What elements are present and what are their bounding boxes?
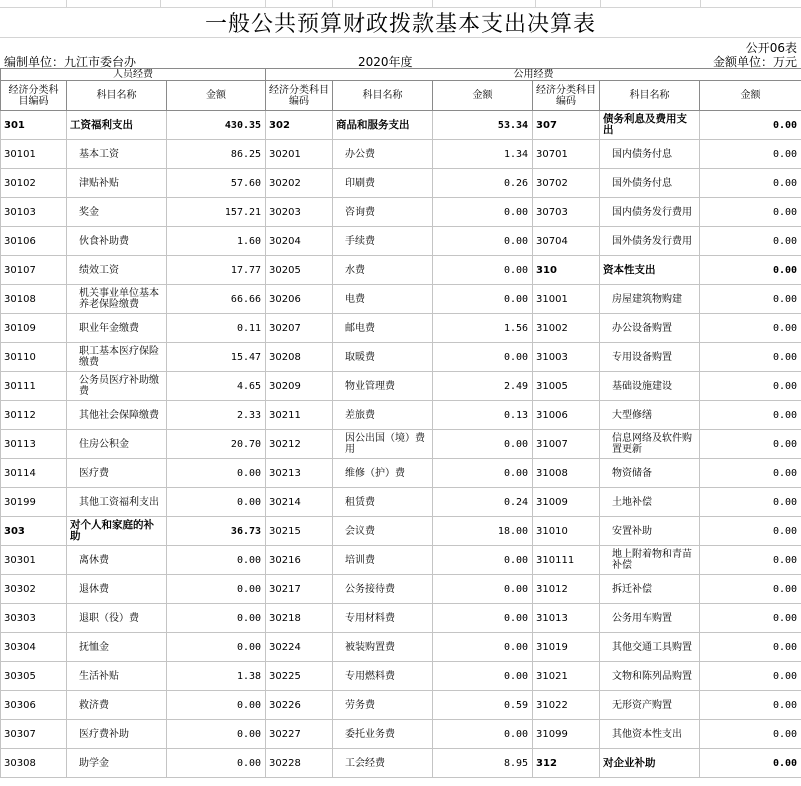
cell-code: 302 [266,111,333,140]
cell-name: 国内债务付息 [600,140,700,169]
cell-amount: 0.00 [700,314,801,343]
cell-amount: 0.00 [700,720,801,749]
cell-amount: 0.00 [433,285,533,314]
cell-name: 伙食补助费 [67,227,167,256]
cell-amount: 0.00 [433,546,533,575]
form-number: 公开06表 [745,41,797,55]
col-code: 经济分类科目编码 [1,81,67,111]
cell-amount: 430.35 [167,111,266,140]
cell-code: 301 [1,111,67,140]
cell-name: 委托业务费 [333,720,433,749]
cell-amount: 53.34 [433,111,533,140]
cell-amount: 1.60 [167,227,266,256]
cell-name: 其他资本性支出 [600,720,700,749]
col-amount: 金额 [700,81,801,111]
cell-code: 303 [1,517,67,546]
cell-amount: 0.00 [700,517,801,546]
cell-amount: 20.70 [167,430,266,459]
year-label: 2020年度 [358,55,413,69]
cell-code: 30208 [266,343,333,372]
cell-amount: 0.00 [433,227,533,256]
cell-code: 30217 [266,575,333,604]
table-row [1,140,801,169]
cell-name: 工资福利支出 [67,111,167,140]
top-grid-strip [0,0,801,8]
cell-amount: 2.49 [433,372,533,401]
cell-amount: 0.00 [167,459,266,488]
cell-name: 工会经费 [333,749,433,778]
cell-amount: 18.00 [433,517,533,546]
cell-amount: 4.65 [167,372,266,401]
cell-amount: 0.00 [700,488,801,517]
cell-amount: 0.00 [167,546,266,575]
cell-code: 30228 [266,749,333,778]
cell-code: 30207 [266,314,333,343]
cell-amount: 157.21 [167,198,266,227]
cell-amount: 0.00 [433,459,533,488]
unit-label: 金额单位：万元 [712,55,797,69]
cell-amount: 0.00 [167,749,266,778]
cell-code: 31012 [533,575,600,604]
cell-code: 30107 [1,256,67,285]
cell-name: 手续费 [333,227,433,256]
cell-amount: 86.25 [167,140,266,169]
cell-code: 30201 [266,140,333,169]
cell-name: 基本工资 [67,140,167,169]
cell-name: 专用燃料费 [333,662,433,691]
cell-amount: 0.26 [433,169,533,198]
table-row [1,372,801,401]
table-row [1,227,801,256]
table-row [1,256,801,285]
cell-code: 30199 [1,488,67,517]
cell-amount: 1.56 [433,314,533,343]
cell-name: 基础设施建设 [600,372,700,401]
cell-code: 30203 [266,198,333,227]
cell-name: 公务员医疗补助缴费 [67,372,167,401]
cell-code: 30214 [266,488,333,517]
cell-name: 维修（护）费 [333,459,433,488]
table-row [1,604,801,633]
cell-code: 30101 [1,140,67,169]
cell-amount: 0.00 [700,343,801,372]
cell-code: 30308 [1,749,67,778]
cell-code: 30209 [266,372,333,401]
cell-name: 生活补贴 [67,662,167,691]
cell-amount: 0.00 [700,372,801,401]
cell-amount: 66.66 [167,285,266,314]
cell-code: 30103 [1,198,67,227]
cell-name: 办公设备购置 [600,314,700,343]
cell-name: 租赁费 [333,488,433,517]
cell-code: 31022 [533,691,600,720]
cell-code: 30212 [266,430,333,459]
table-row [1,459,801,488]
cell-name: 绩效工资 [67,256,167,285]
cell-amount: 15.47 [167,343,266,372]
cell-name: 拆迁补偿 [600,575,700,604]
cell-amount: 0.00 [700,140,801,169]
cell-code: 312 [533,749,600,778]
cell-name: 房屋建筑物购建 [600,285,700,314]
cell-amount: 0.00 [700,575,801,604]
cell-name: 退职（役）费 [67,604,167,633]
cell-code: 30302 [1,575,67,604]
form-number-row [0,38,801,55]
cell-code: 30109 [1,314,67,343]
cell-amount: 1.34 [433,140,533,169]
cell-code: 30202 [266,169,333,198]
cell-code: 30111 [1,372,67,401]
cell-amount: 0.00 [433,343,533,372]
cell-name: 水费 [333,256,433,285]
cell-code: 30204 [266,227,333,256]
cell-code: 31013 [533,604,600,633]
cell-code: 30218 [266,604,333,633]
cell-code: 30108 [1,285,67,314]
cell-code: 31003 [533,343,600,372]
cell-name: 电费 [333,285,433,314]
table-row [1,111,801,140]
cell-amount: 0.00 [433,198,533,227]
cell-name: 其他交通工具购置 [600,633,700,662]
cell-name: 医疗费 [67,459,167,488]
cell-code: 30225 [266,662,333,691]
cell-name: 物业管理费 [333,372,433,401]
table-row [1,633,801,662]
cell-name: 劳务费 [333,691,433,720]
table-row [1,691,801,720]
cell-name: 物资储备 [600,459,700,488]
cell-code: 31021 [533,662,600,691]
group-personnel: 人员经费 [1,69,266,81]
cell-amount: 0.00 [433,575,533,604]
table-row [1,343,801,372]
cell-code: 30224 [266,633,333,662]
cell-amount: 0.00 [700,401,801,430]
table-row [1,430,801,459]
cell-name: 债务利息及费用支出 [600,111,700,140]
cell-name: 文物和陈列品购置 [600,662,700,691]
info-row [0,52,801,68]
cell-name: 机关事业单位基本养老保险缴费 [67,285,167,314]
cell-name: 救济费 [67,691,167,720]
cell-code: 31006 [533,401,600,430]
cell-name: 国内债务发行费用 [600,198,700,227]
cell-code: 30227 [266,720,333,749]
cell-code: 310111 [533,546,600,575]
cell-amount: 0.00 [700,198,801,227]
table-row [1,169,801,198]
cell-code: 30211 [266,401,333,430]
cell-amount: 0.00 [433,430,533,459]
cell-name: 国外债务发行费用 [600,227,700,256]
col-amount: 金额 [167,81,266,111]
expenditure-table [0,68,801,778]
cell-code: 30106 [1,227,67,256]
cell-amount: 0.11 [167,314,266,343]
cell-amount: 0.00 [700,227,801,256]
cell-name: 邮电费 [333,314,433,343]
col-name: 科目名称 [600,81,700,111]
cell-amount: 0.13 [433,401,533,430]
cell-amount: 0.00 [700,691,801,720]
cell-code: 30114 [1,459,67,488]
cell-name: 地上附着物和青苗补偿 [600,546,700,575]
cell-name: 安置补助 [600,517,700,546]
cell-code: 30701 [533,140,600,169]
cell-name: 取暖费 [333,343,433,372]
cell-amount: 0.00 [167,633,266,662]
cell-name: 对个人和家庭的补助 [67,517,167,546]
cell-name: 会议费 [333,517,433,546]
cell-name: 咨询费 [333,198,433,227]
cell-name: 资本性支出 [600,256,700,285]
cell-code: 31002 [533,314,600,343]
cell-name: 抚恤金 [67,633,167,662]
cell-name: 离休费 [67,546,167,575]
cell-code: 30303 [1,604,67,633]
cell-name: 差旅费 [333,401,433,430]
title-bar [0,8,801,38]
cell-amount: 0.00 [167,691,266,720]
cell-amount: 0.00 [167,488,266,517]
cell-code: 31008 [533,459,600,488]
cell-amount: 1.38 [167,662,266,691]
table-row [1,575,801,604]
cell-amount: 0.00 [700,169,801,198]
cell-code: 30702 [533,169,600,198]
cell-name: 医疗费补助 [67,720,167,749]
cell-name: 公务用车购置 [600,604,700,633]
cell-code: 30216 [266,546,333,575]
cell-name: 其他工资福利支出 [67,488,167,517]
cell-name: 土地补偿 [600,488,700,517]
cell-code: 31001 [533,285,600,314]
table-row [1,546,801,575]
table-row [1,662,801,691]
cell-code: 31009 [533,488,600,517]
cell-code: 30703 [533,198,600,227]
col-code: 经济分类科目编码 [533,81,600,111]
cell-amount: 0.00 [433,256,533,285]
cell-name: 职工基本医疗保险缴费 [67,343,167,372]
cell-name: 退休费 [67,575,167,604]
cell-code: 30304 [1,633,67,662]
cell-name: 培训费 [333,546,433,575]
cell-name: 被装购置费 [333,633,433,662]
table-row [1,749,801,778]
cell-amount: 0.00 [700,662,801,691]
cell-name: 住房公积金 [67,430,167,459]
cell-amount: 0.00 [700,546,801,575]
table-row [1,285,801,314]
cell-amount: 0.00 [433,633,533,662]
cell-code: 307 [533,111,600,140]
cell-name: 大型修缮 [600,401,700,430]
cell-name: 奖金 [67,198,167,227]
cell-name: 信息网络及软件购置更新 [600,430,700,459]
cell-name: 助学金 [67,749,167,778]
cell-code: 30102 [1,169,67,198]
col-amount: 金额 [433,81,533,111]
cell-amount: 2.33 [167,401,266,430]
cell-amount: 0.00 [167,604,266,633]
cell-name: 其他社会保障缴费 [67,401,167,430]
cell-name: 公务接待费 [333,575,433,604]
table-row [1,720,801,749]
cell-name: 专用设备购置 [600,343,700,372]
cell-code: 30704 [533,227,600,256]
cell-name: 津贴补贴 [67,169,167,198]
cell-amount: 36.73 [167,517,266,546]
cell-amount: 57.60 [167,169,266,198]
cell-amount: 8.95 [433,749,533,778]
cell-name: 国外债务付息 [600,169,700,198]
cell-amount: 0.00 [700,459,801,488]
cell-name: 印刷费 [333,169,433,198]
cell-amount: 17.77 [167,256,266,285]
cell-amount: 0.00 [433,604,533,633]
cell-code: 30206 [266,285,333,314]
cell-amount: 0.00 [167,720,266,749]
cell-code: 30301 [1,546,67,575]
table-row [1,488,801,517]
cell-code: 31099 [533,720,600,749]
cell-code: 30307 [1,720,67,749]
cell-amount: 0.00 [700,111,801,140]
cell-code: 310 [533,256,600,285]
cell-amount: 0.00 [167,575,266,604]
cell-name: 专用材料费 [333,604,433,633]
cell-code: 31010 [533,517,600,546]
table-row [1,198,801,227]
org-label: 编制单位：九江市委台办 [4,55,137,69]
cell-amount: 0.00 [700,430,801,459]
cell-amount: 0.00 [433,720,533,749]
cell-code: 30113 [1,430,67,459]
cell-code: 30110 [1,343,67,372]
cell-amount: 0.00 [700,749,801,778]
cell-code: 31005 [533,372,600,401]
cell-code: 30306 [1,691,67,720]
cell-code: 30305 [1,662,67,691]
col-name: 科目名称 [67,81,167,111]
cell-code: 30215 [266,517,333,546]
group-header-row [1,69,801,81]
group-public: 公用经费 [266,69,801,81]
cell-name: 职业年金缴费 [67,314,167,343]
table-row [1,517,801,546]
col-code: 经济分类科目编码 [266,81,333,111]
page-title: 一般公共预算财政拨款基本支出决算表 [204,12,596,37]
col-name: 科目名称 [333,81,433,111]
cell-amount: 0.00 [700,285,801,314]
cell-name: 无形资产购置 [600,691,700,720]
cell-code: 30112 [1,401,67,430]
cell-code: 31019 [533,633,600,662]
cell-code: 30205 [266,256,333,285]
cell-name: 因公出国（境）费用 [333,430,433,459]
table-row [1,314,801,343]
cell-amount: 0.00 [700,633,801,662]
table-body [1,111,801,778]
cell-code: 30213 [266,459,333,488]
table-row [1,401,801,430]
cell-amount: 0.00 [700,604,801,633]
cell-amount: 0.24 [433,488,533,517]
cell-amount: 0.59 [433,691,533,720]
cell-amount: 0.00 [433,662,533,691]
cell-name: 对企业补助 [600,749,700,778]
cell-amount: 0.00 [700,256,801,285]
cell-name: 商品和服务支出 [333,111,433,140]
cell-name: 办公费 [333,140,433,169]
cell-code: 31007 [533,430,600,459]
column-header-row [1,81,801,111]
cell-code: 30226 [266,691,333,720]
